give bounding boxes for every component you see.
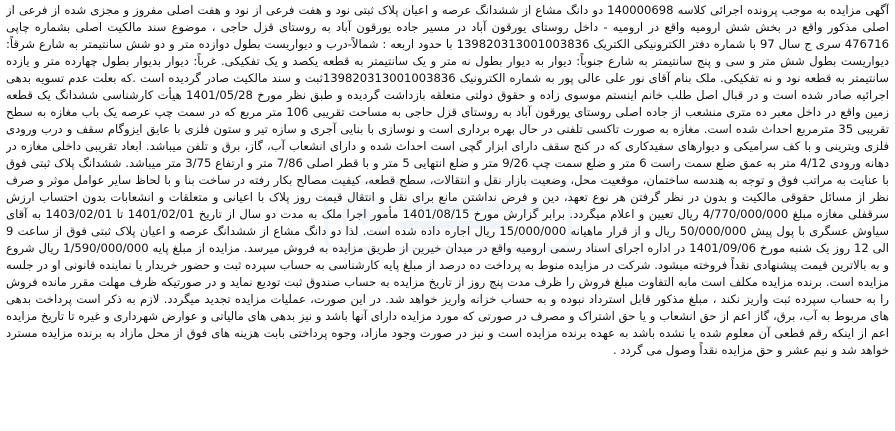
auction-notice-document	[6, 2, 889, 429]
auction-notice-text: آگهی مزایده به موجب پرونده اجرائی کلاسه 140000698 دو دانگ مشاع از ششدانگ عرصه و اعیان پلاک ثبتی نود و هفت فرعی از نود و هفت اصلی مفروز و مجزی شده از فرعی از اصلی مذکور واقع در بخش شش ارومیه واقع در ارومیه - داخل روستای یورقون آباد در مسیر جاده یورقون آباد به روستای قزل حاجی ، موضوع سند مالکیت اصلی بشماره چاپی 476716 سری ج سال 97 با شماره دفتر الکترونیکی الکتریک 139820313001003836 با حدود اربعه : شمالاً-درب و دیواریست بطول دوازده متر و دو شش سانتیمتر به شارع شرقاً: دیواریست بطول شش متر و سی و پنج سانتیمتر به شارع جنوباً: دیوار به دیوار بطول نه متر و یک سانتیمتر به قطعه یکصد و یک تفکیکی. غرباً: دیوار بدیوار بطول چهارده متر و یازده سانتیمتر به قطعه نود و نه تفکیکی. ملک بنام آقای نور علی عالی پور به شماره الکترونیک 139820313001003836ثبت و سند مالکیت صادر گردیده است .که بعلت عدم تسویه بدهی اجرائیه صادر شده است و در قبال اصل طلب خانم اینستم موسوی زاده و حقوق دولتی متعلقه بازداشت گردیده و طبق نظر مورخ 1401/05/28 هیأت کارشناسی ششدانگ یک قطعه زمین واقع در داخل معبر ده متری منشعب از جاده اصلی روستای یورقون آباد به روستای قزل حاجی به مساحت تقریبی 106 متر مربع که در سمت چپ عرصه یک باب مغازه به سطح تقریبی 35 مترمربع احداث شده است. مغازه به صورت تاکسی تلفنی در حال بهره برداری است و نوسازی با بنایی آجری و سازه تیر و ستون فلزی با عایق ایزوگام سقف و درب ورودی فلزی ویترینی و با کف سرامیکی و دیوارهای سفیدکاری که در کنج سقف دارای ابزار گچی است احداث شده و دارای انشعاب آب، گاز، برق و تلفن میباشد. ابعاد تقریبی داخلی مغازه در دهانه ورودی 4/12 متر به عمق ضلع سمت راست 6 متر و ضلع سمت چپ 9/26 متر و ضلع انتهایی 5 متر و با قطر اصلی 7/86 متر و ارتفاع 3/75 متر میباشد. ششدانگ پلاک ثبتی فوق با عنایت به مراتب فوق و توجه به هندسه ساختمان، موقعیت محل، وضعیت بازار نقل و انتقالات، سطح قطعه، کیفیت مصالح بکار رفته در ساخت بنا و با لحاظ سایر عوامل موثر و صرف نظر از مسائل حقوقی مالکیت و بدون در نظر گرفتن هر نوع تعهد، دین و فرض نداشتن مانع برای نقل و انتقال قیمت روز پلاک با اعیانی و متعلقات و انشعابات بدون احتساب ارزش سرقفلی مغازه مبلغ 4/770/000/000 ریال تعیین و اعلام میگردد. برابر گزارش مورخ 1401/08/15 مأمور اجرا ملک به مدت دو سال از تاریخ 1401/02/01 تا 1403/02/01 به آقای سیاوش عسگری با پول پیش 50/000/000 ریال و از قرار ماهیانه 15/000/000 ریال اجاره داده شده است. لذا دو دانگ مشاع از ششدانگ عرصه و اعیان پلاک ثبتی فوق از ساعت 9 الی 12 روز یک شنبه مورخ 1401/09/06 در اداره اجرای اسناد رسمی ارومیه واقع در میدان خیرین از طریق مزایده به فروش میرسد. مزایده از مبلغ پایه 1/590/000/000 ریال شروع و به بالاترین قیمت پیشنهادی نقداً فروخته میشود. شرکت در مزایده منوط به پرداخت ده درصد از مبلغ پایه کارشناسی به حساب سپرده ثبت و حضور خریدار یا نماینده قانونی او در جلسه مزایده است. برنده مزایده مکلف است مابه التفاوت مبلغ فروش را ظرف مدت پنج روز از تاریخ مزایده به حساب صندوق ثبت تودیع نماید و در صورتیکه ظرف مهلت مقرر مانده فروش را به حساب سپرده ثبت واریز نکند ، مبلغ مذکور قابل استرداد نبوده و به حساب خزانه واریز خواهد شد. در این صورت، عملیات مزایده تجدید میگردد. لازم به ذکر است پرداخت بدهی های مربوط به آب، برق، گاز اعم از حق انشعاب و یا حق اشتراک و مصرف در صورتی که مورد مزایده دارای آنها باشد و نیز بدهی های مالیاتی و عوارض شهرداری و غیره تا تاریخ مزایده اعم از اینکه رقم قطعی آن معلوم شده یا نشده باشد به عهده برنده مزایده است و نیز در صورت وجود مازاد، وجوه پرداختی بابت هزینه های فوق از محل مازاد به برنده مزایده مسترد خواهد شد و نیم عشر و حق مزایده نقداً وصول می گردد .	[6, 3, 889, 357]
